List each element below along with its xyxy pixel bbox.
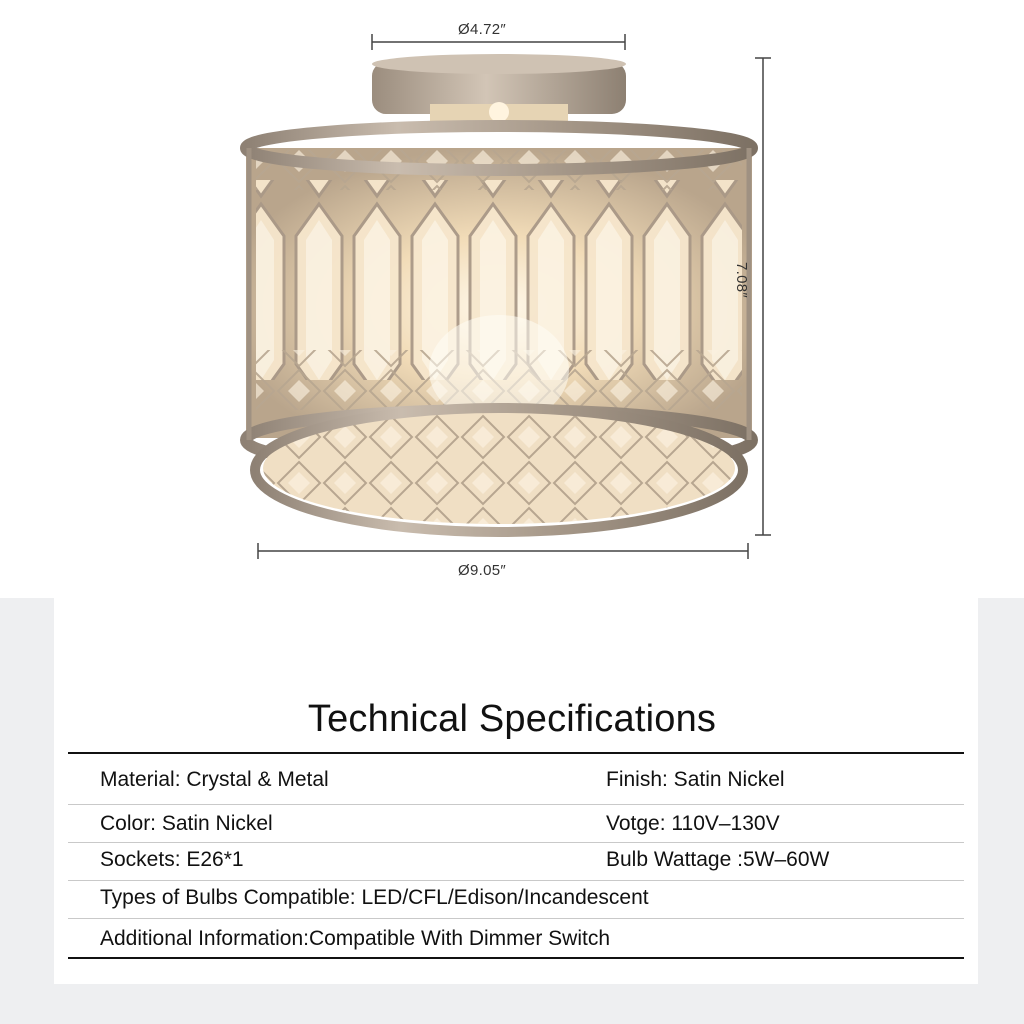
spec-material: Material: Crystal & Metal xyxy=(100,768,329,791)
height-label: 7.08″ xyxy=(733,262,750,299)
spec-divider xyxy=(68,880,964,881)
spec-divider xyxy=(68,804,964,805)
spec-title: Technical Specifications xyxy=(307,698,717,740)
spec-color: Color: Satin Nickel xyxy=(100,812,273,835)
spec-divider xyxy=(68,842,964,843)
spec-top-rule xyxy=(68,752,964,754)
spec-bulb-wattage: Bulb Wattage :5W–60W xyxy=(606,848,830,871)
spec-bottom-rule xyxy=(68,957,964,959)
spec-additional-info: Additional Information:Compatible With Dimmer Switch xyxy=(100,927,611,950)
spec-voltage: Votge: 110V–130V xyxy=(606,812,780,835)
spec-sockets: Sockets: E26*1 xyxy=(100,848,244,871)
top-diameter-label: Ø4.72″ xyxy=(458,21,506,38)
spec-bulb-types: Types of Bulbs Compatible: LED/CFL/Edison/Incandescent xyxy=(100,886,649,909)
bottom-diameter-label: Ø9.05″ xyxy=(458,562,506,579)
spec-divider xyxy=(68,918,964,919)
bottom-rim xyxy=(255,408,743,532)
spec-finish: Finish: Satin Nickel xyxy=(606,768,785,791)
